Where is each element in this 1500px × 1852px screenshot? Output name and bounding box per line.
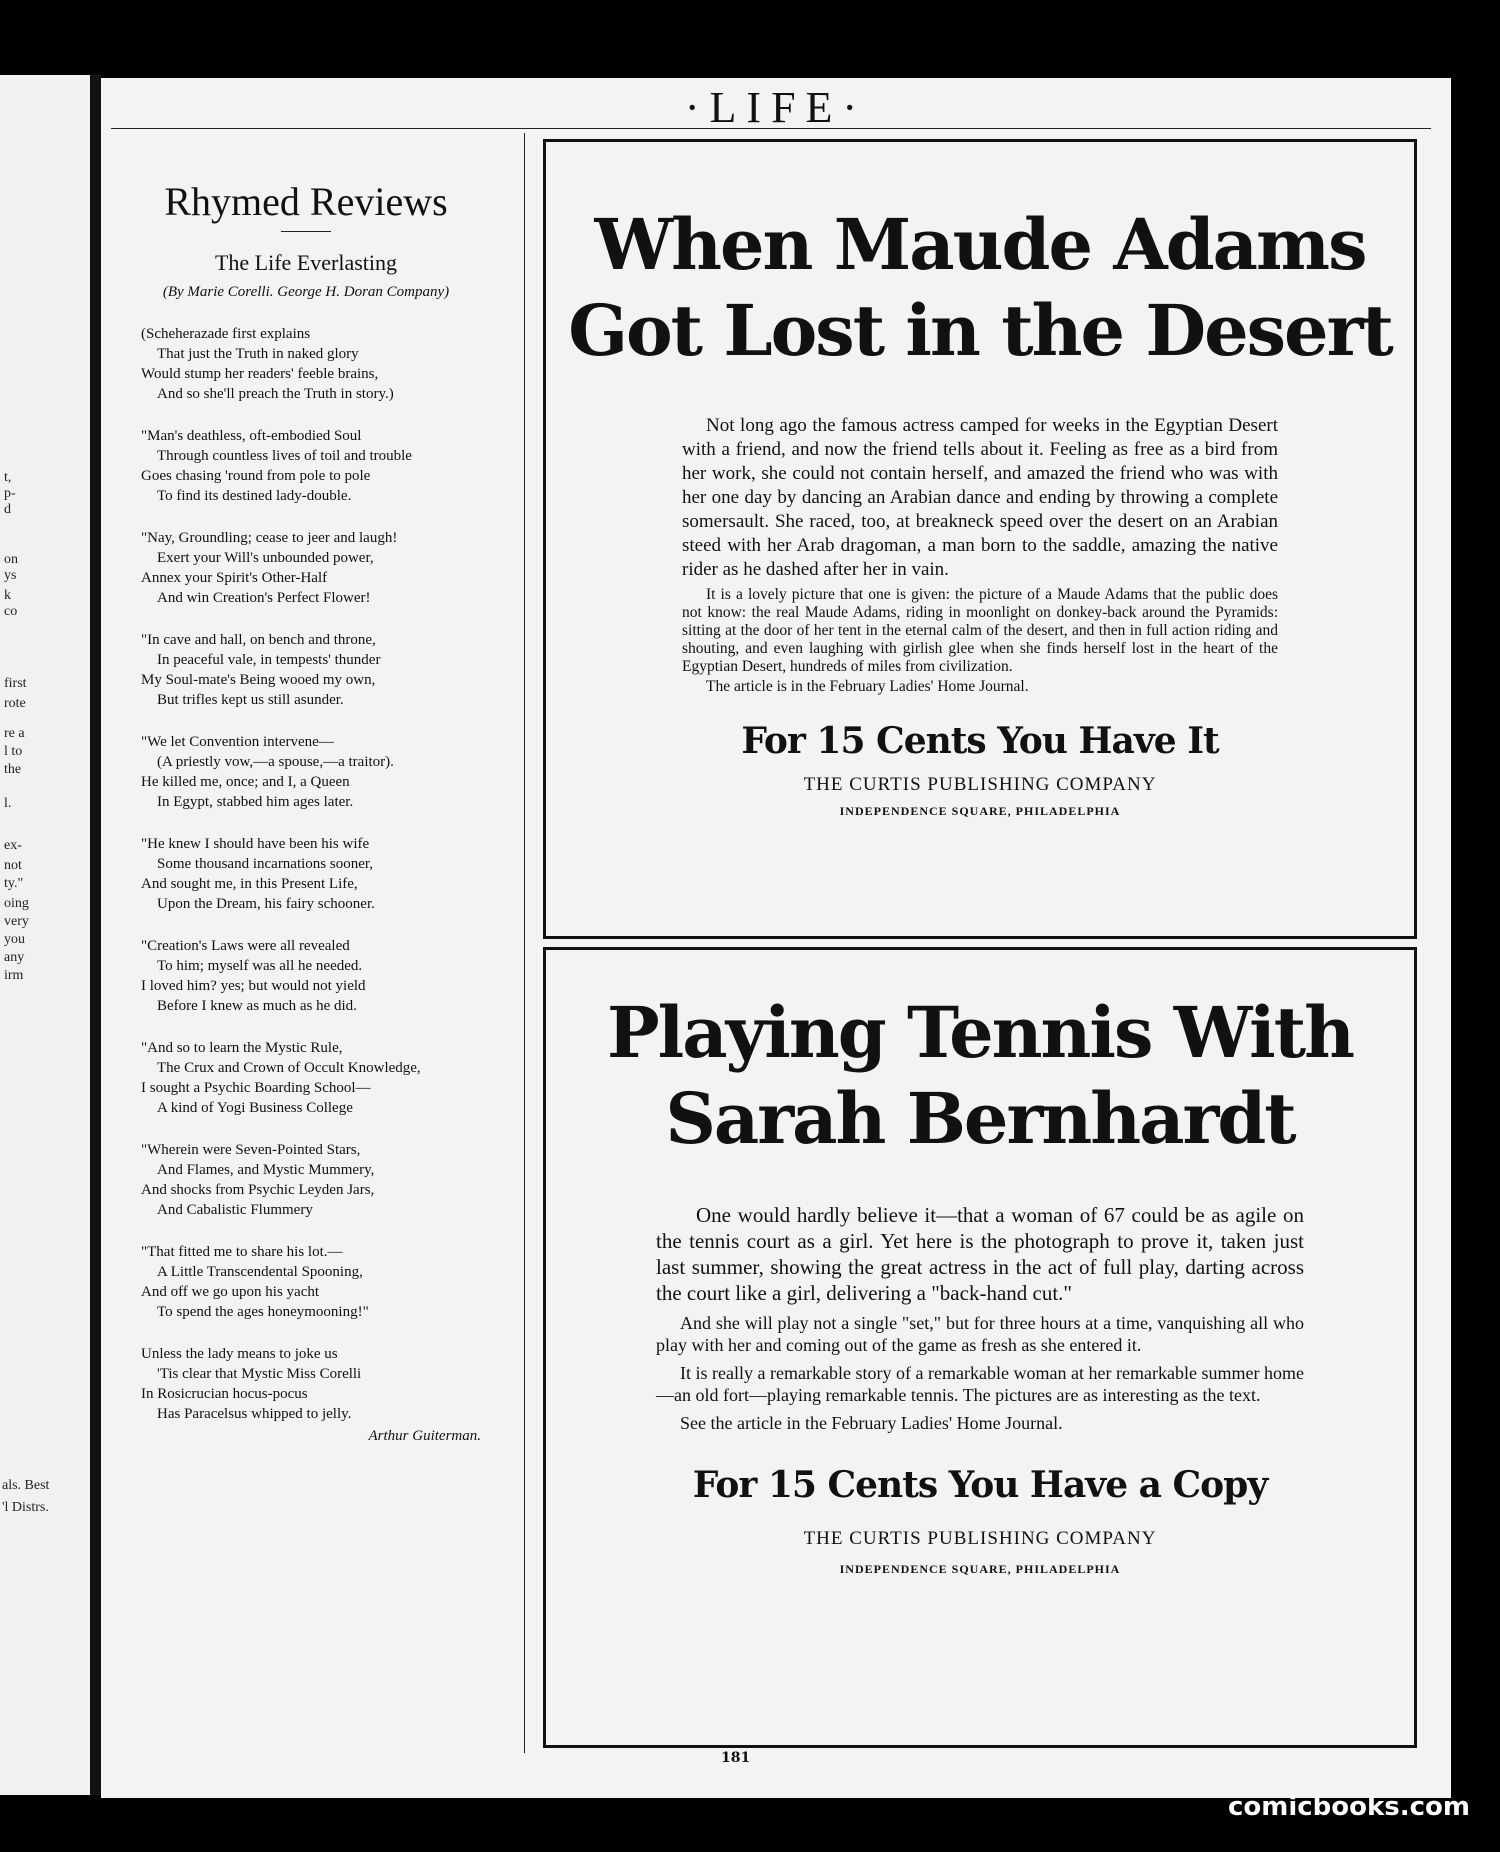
facing-page-fragment: ys xyxy=(4,568,17,583)
rhymed-reviews-column xyxy=(111,178,501,1445)
facing-page-fragment: first xyxy=(4,676,27,691)
facing-page-fragment: p- xyxy=(4,486,16,501)
poem-line: "Creation's Laws were all revealed xyxy=(141,938,350,954)
poem-line: Would stump her readers' feeble brains, xyxy=(141,366,379,382)
poem-line: A kind of Yogi Business College xyxy=(157,1100,353,1116)
poem-stanzas xyxy=(111,324,501,1424)
magazine-page xyxy=(101,78,1451,1798)
poem-line: He killed me, once; and I, a Queen xyxy=(141,774,350,790)
facing-page-fragment: k xyxy=(4,588,11,603)
facing-page-fragment: not xyxy=(4,858,22,873)
facing-page-fragment: l to xyxy=(4,744,23,759)
poem-line: And win Creation's Perfect Flower! xyxy=(157,590,371,606)
poem-line: Some thousand incarnations sooner, xyxy=(157,856,374,872)
facing-page-fragment: on xyxy=(4,552,18,567)
facing-page-fragment: oing xyxy=(4,896,29,911)
poem-line: To spend the ages honeymooning!" xyxy=(157,1304,369,1320)
facing-page-fragment: 'l Distrs. xyxy=(2,1500,49,1515)
poem-line: In Rosicrucian hocus-pocus xyxy=(141,1386,308,1402)
facing-page-fragment: d xyxy=(4,502,11,517)
ad-address: INDEPENDENCE SQUARE, PHILADELPHIA xyxy=(839,804,1121,818)
poem-stanza xyxy=(111,1140,501,1220)
poem-line: (Scheherazade first explains xyxy=(141,326,311,342)
ad-body-3: The article is in the February Ladies' Home Journal. xyxy=(706,678,1029,695)
poem-line: But trifles kept us still asunder. xyxy=(157,692,344,708)
ad-publisher: THE CURTIS PUBLISHING COMPANY xyxy=(803,1528,1157,1549)
poem-line: The Crux and Crown of Occult Knowledge, xyxy=(157,1060,421,1076)
poem-line: Goes chasing 'round from pole to pole xyxy=(141,468,371,484)
ad-address: INDEPENDENCE SQUARE, PHILADELPHIA xyxy=(839,1562,1121,1576)
facing-page-fragment: co xyxy=(4,604,18,619)
ad-headline-line1: When Maude Adams xyxy=(594,203,1366,286)
page-number: 181 xyxy=(721,1750,751,1766)
ad-sarah-bernhardt xyxy=(543,947,1417,1748)
poem-line: Annex your Spirit's Other-Half xyxy=(141,570,328,586)
poem-line: Upon the Dream, his fairy schooner. xyxy=(157,896,375,912)
poem-signature: Arthur Guiterman. xyxy=(368,1428,481,1444)
poem-line: I sought a Psychic Boarding School— xyxy=(141,1080,371,1096)
poem-line: And off we go upon his yacht xyxy=(141,1284,320,1300)
ad-body: One would hardly believe it—that a woman of 67 could be as agile on the tennis court as a girl. Yet here is the photograph to prove it, taken just last summer, showing the great actress in the act of full play, darting across the court like a girl, delivering a "back-hand cut." xyxy=(656,1203,1304,1305)
title-rule xyxy=(281,231,331,232)
column-rule xyxy=(524,133,525,1753)
ad-body-4: See the article in the February Ladies' Home Journal. xyxy=(680,1413,1063,1433)
ad-tagline: For 15 Cents You Have It xyxy=(741,720,1219,762)
poem-line: And so she'll preach the Truth in story.) xyxy=(157,386,394,402)
poem-stanza xyxy=(111,834,501,914)
ad-publisher: THE CURTIS PUBLISHING COMPANY xyxy=(803,774,1157,795)
poem-line: (A priestly vow,—a spouse,—a traitor). xyxy=(157,754,394,770)
facing-page-fragment: any xyxy=(4,950,25,965)
poem-line: Has Paracelsus whipped to jelly. xyxy=(157,1406,352,1422)
poem-line: 'Tis clear that Mystic Miss Corelli xyxy=(157,1366,362,1382)
ad-body-2: It is a lovely picture that one is given: the picture of a Maude Adams that the public does not know: the real Maude Adams, riding in moonlight on donkey-back around the Pyramids: sitting at the door of her tent in the eternal calm of the desert, and then in full action riding and shouting, and even laughing with girlish glee when she finds herself lost in the heart of the Egyptian Desert, hundreds of miles from civilization. xyxy=(682,586,1278,675)
poem-line: That just the Truth in naked glory xyxy=(157,346,359,362)
facing-page-fragment: irm xyxy=(4,968,24,983)
ad-body: Not long ago the famous actress camped for weeks in the Egyptian Desert with a friend, and now the friend tells about it. Feeling as free as a bird from her work, she could not contain herself, and amazed the friend who was with her one day by dancing an Arabian dance and ending by throwing a complete somersault. She raced, too, at breakneck speed over the desert on an Arabian steed with her Arab dragoman, a man born to the saddle, amazing the native rider as he dashed after her in vain. xyxy=(682,415,1278,580)
poem-stanza xyxy=(111,426,501,506)
poem-line: Unless the lady means to joke us xyxy=(141,1346,338,1362)
watermark: comicbooks.com xyxy=(1227,1792,1470,1822)
ad-maude-adams xyxy=(543,139,1417,939)
poem-stanza xyxy=(111,630,501,710)
poem-line: And sought me, in this Present Life, xyxy=(141,876,358,892)
poem-title: The Life Everlasting xyxy=(214,250,398,275)
poem-stanza xyxy=(111,528,501,608)
header-rule xyxy=(111,128,1431,129)
ad-headline xyxy=(546,202,1414,374)
poem-line: In Egypt, stabbed him ages later. xyxy=(157,794,354,810)
poem-line: "Nay, Groundling; cease to jeer and laugh! xyxy=(141,530,398,546)
facing-page-fragment: t, xyxy=(4,470,12,485)
poem-line: "Wherein were Seven-Pointed Stars, xyxy=(141,1142,361,1158)
poem-line: I loved him? yes; but would not yield xyxy=(141,978,366,994)
poem-stanza xyxy=(111,1242,501,1322)
facing-page-fragment: l. xyxy=(4,796,12,811)
poem-line: Through countless lives of toil and trouble xyxy=(157,448,412,464)
poem-line: To find its destined lady-double. xyxy=(157,488,352,504)
facing-page-fragment: the xyxy=(4,762,22,777)
facing-page-fragment: rote xyxy=(4,696,26,711)
poem-line: A Little Transcendental Spooning, xyxy=(157,1264,363,1280)
poem-line: "He knew I should have been his wife xyxy=(141,836,370,852)
poem-line: "That fitted me to share his lot.— xyxy=(141,1244,343,1260)
poem-line: "We let Convention intervene— xyxy=(141,734,334,750)
book-gutter xyxy=(90,75,101,1795)
poem-byline: (By Marie Corelli. George H. Doran Company) xyxy=(162,284,450,300)
poem-line: Exert your Will's unbounded power, xyxy=(157,550,374,566)
facing-page-fragment: ex- xyxy=(4,838,22,853)
masthead: ·LIFE· xyxy=(684,83,868,132)
poem-stanza xyxy=(111,324,501,404)
facing-page-fragment: ty." xyxy=(4,876,24,891)
ad-headline xyxy=(546,990,1414,1162)
ad-body-2: And she will play not a single "set," but for three hours at a time, vanquishing all who play with her and coming out of the game as fresh as she entered it. xyxy=(656,1313,1304,1355)
ad-headline-line2: Sarah Bernhardt xyxy=(665,1077,1295,1160)
section-title: Rhymed Reviews xyxy=(164,179,448,224)
poem-stanza xyxy=(111,1038,501,1118)
poem-line: To him; myself was all he needed. xyxy=(157,958,363,974)
facing-page-fragment: re a xyxy=(4,726,25,741)
poem-line: And Cabalistic Flummery xyxy=(157,1202,313,1218)
facing-page-fragment: als. Best xyxy=(2,1478,50,1493)
ad-headline-line2: Got Lost in the Desert xyxy=(568,289,1392,372)
poem-line: Before I knew as much as he did. xyxy=(157,998,357,1014)
poem-line: "And so to learn the Mystic Rule, xyxy=(141,1040,343,1056)
poem-line: My Soul-mate's Being wooed my own, xyxy=(141,672,376,688)
facing-page-fragment: you xyxy=(4,932,25,947)
poem-stanza xyxy=(111,1344,501,1424)
ad-headline-line1: Playing Tennis With xyxy=(606,991,1353,1074)
ad-tagline: For 15 Cents You Have a Copy xyxy=(692,1464,1268,1506)
poem-line: And shocks from Psychic Leyden Jars, xyxy=(141,1182,375,1198)
poem-line: And Flames, and Mystic Mummery, xyxy=(157,1162,375,1178)
poem-line: "In cave and hall, on bench and throne, xyxy=(141,632,376,648)
poem-line: In peaceful vale, in tempests' thunder xyxy=(157,652,381,668)
ad-body-3: It is really a remarkable story of a remarkable woman at her remarkable summer home—an old fort—playing remarkable tennis. The pictures are as interesting as the text. xyxy=(656,1363,1304,1405)
poem-line: "Man's deathless, oft-embodied Soul xyxy=(141,428,362,444)
poem-stanza xyxy=(111,936,501,1016)
facing-page-fragment: very xyxy=(4,914,29,929)
poem-stanza xyxy=(111,732,501,812)
